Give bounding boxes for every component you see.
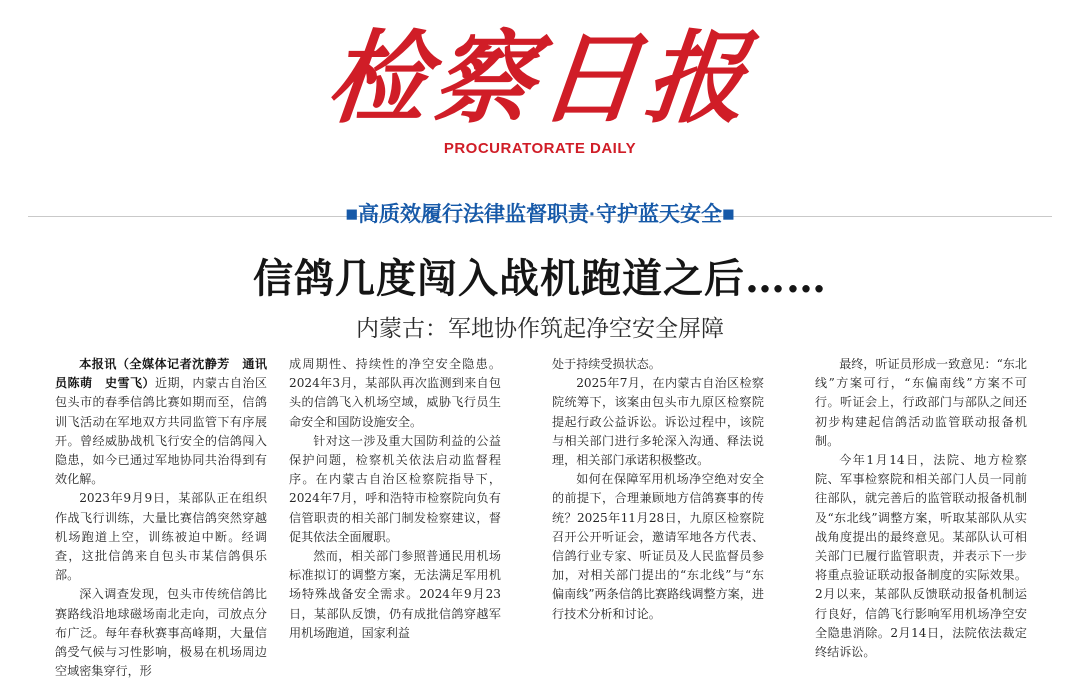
paragraph: 深入调查发现，包头市传统信鸽比赛路线沿地球磁场南北走向，司放点分布广泛。每年春秋赛事高峰期，大量信鸽受气候与习性影响，极易在机场周边空域密集穿行，形	[55, 587, 267, 679]
paragraph: 2023年9月9日，某部队正在组织作战飞行训练，大量比赛信鸽突然穿越机场跑道上空，训练被迫中断。经调查，这批信鸽来自包头市某信鸽俱乐部。	[55, 491, 267, 583]
paragraph: 然而，相关部门参照普通民用机场标准拟订的调整方案，无法满足军用机场特殊战备安全需求。2024年9月23日，某部队反馈，仍有成批信鸽穿越军用机场跑道，国家利益	[289, 549, 501, 640]
article-byline: 本报讯（全媒体记者沈静芳 通讯员陈萌 史雪飞）	[55, 357, 267, 391]
paragraph: 成周期性、持续性的净空安全隐患。2024年3月，某部队再次监测到来自包头的信鸽飞入机场空域，威胁飞行员生命安全和国防设施安全。	[289, 357, 501, 429]
article-column-3	[552, 355, 764, 624]
masthead	[0, 18, 1080, 138]
paragraph: 如何在保障军用机场净空绝对安全的前提下，合理兼顾地方信鸽赛事的传统？2025年11月28日，九原区检察院召开公开听证会，邀请军地各方代表、信鸽行业专家、听证员及人民监督员参加，对相关部门提出的“东北线”与“东偏南线”两条信鸽比赛路线调整方案，进行技术分析和讨论。	[552, 472, 764, 621]
banner-text: ■高质效履行法律监督职责·守护蓝天安全■	[345, 203, 735, 226]
article-headline: 信鸽几度闯入战机跑道之后……	[253, 255, 827, 302]
article-body	[55, 355, 1055, 679]
paragraph: 今年1月14日，法院、地方检察院、军事检察院和相关部门人员一同前往部队，就完善后的监管联动报备机制及“东北线”调整方案，听取某部队从实战角度提出的最终意见。某部队认可相关部门已履行监管职责，并表示下一步将重点验证联动报备制度的实际效果。2月以来，某部队反馈联动报备机制运行良好，信鸽飞行影响军用机场净空安全隐患消除。2月14日，法院依法裁定终结诉讼。	[815, 453, 1027, 660]
article-subhead: 内蒙古：军地协作筑起净空安全屏障	[356, 316, 724, 342]
paragraph: 针对这一涉及重大国防利益的公益保护问题，检察机关依法启动监督程序。在内蒙古自治区检察院指导下，2024年7月，呼和浩特市检察院向负有信管职责的相关部门制发检察建议，督促其依法全面履职。	[289, 433, 501, 544]
article-column-2	[289, 355, 501, 643]
masthead-subtitle: PROCURATORATE DAILY	[443, 140, 637, 157]
article-column-1	[55, 355, 267, 681]
paragraph: 近期，内蒙古自治区包头市的春季信鸽比赛如期而至，信鸽训飞活动在军地双方共同监管下有序展开。曾经威胁战机飞行安全的信鸽闯入隐患，如今已通过军地协同共治得到有效化解。	[55, 376, 267, 487]
paragraph: 2025年7月，在内蒙古自治区检察院统筹下，该案由包头市九原区检察院提起行政公益诉讼。诉讼过程中，该院与相关部门进行多轮深入沟通、释法说理，相关部门承诺积极整改。	[552, 376, 764, 468]
masthead-title: 检察日报	[321, 19, 759, 137]
paragraph: 处于持续受损状态。	[552, 357, 661, 371]
paragraph: 最终，听证员形成一致意见：“东北线”方案可行，“东偏南线”方案不可行。听证会上，行政部门与部队之间还初步构建起信鸽活动监管联动报备机制。	[815, 357, 1027, 448]
section-banner	[0, 198, 1080, 228]
article-column-4	[815, 355, 1027, 662]
